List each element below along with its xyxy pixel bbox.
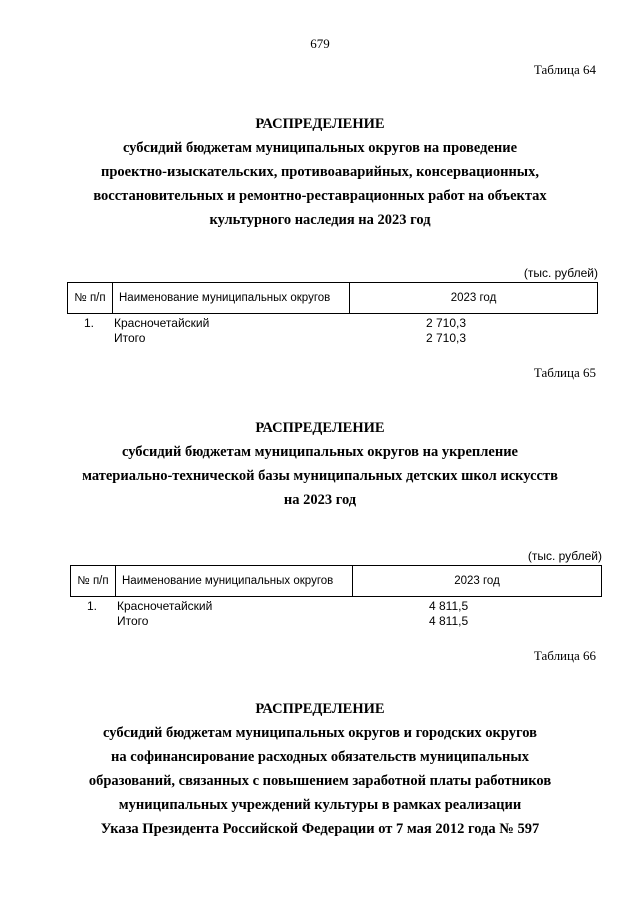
table-row xyxy=(70,599,602,614)
title-line: восстановительных и ремонтно-реставрационных работ на объектах xyxy=(93,188,547,204)
row-num: 1. xyxy=(83,316,94,330)
title-line: муниципальных учреждений культуры в рамках реализации xyxy=(118,797,522,813)
row-num: 1. xyxy=(86,599,97,613)
header-name: Наименование муниципальных округов xyxy=(116,566,353,597)
title-line: на 2023 год xyxy=(283,492,357,508)
title-line: субсидий бюджетам муниципальных округов и городских округов xyxy=(103,725,537,741)
table-65-label: Таблица 65 xyxy=(533,365,596,380)
title-line: РАСПРЕДЕЛЕНИЕ xyxy=(255,420,385,436)
table-66-title xyxy=(60,697,580,841)
row-name: Итого xyxy=(117,614,149,628)
header-name: Наименование муниципальных округов xyxy=(113,283,350,314)
row-name: Красночетайский xyxy=(117,599,213,613)
title-line: субсидий бюджетам муниципальных округов на укрепление xyxy=(122,444,518,460)
header-year: 2023 год xyxy=(350,283,598,314)
header-num: № п/п xyxy=(68,283,113,314)
title-line: проектно-изыскательских, противоаварийных, консервационных, xyxy=(100,164,539,180)
units-label: (тыс. рублей) xyxy=(527,549,602,563)
header-num: № п/п xyxy=(71,566,116,597)
title-line: материально-технической базы муниципальных детских школ искусств xyxy=(82,468,558,484)
title-line: Указа Президента Российской Федерации от 7 мая 2012 года № 597 xyxy=(100,821,540,837)
table-row xyxy=(70,614,602,629)
row-value: 2 710,3 xyxy=(426,316,467,330)
table-row xyxy=(67,316,598,331)
row-value: 4 811,5 xyxy=(429,599,469,613)
table-65-header xyxy=(70,565,602,597)
title-line: образований, связанных с повышением заработной платы работников xyxy=(88,773,552,789)
header-year: 2023 год xyxy=(353,566,602,597)
row-name: Красночетайский xyxy=(114,316,210,330)
title-line: на софинансирование расходных обязательств муниципальных xyxy=(111,749,529,765)
row-value: 4 811,5 xyxy=(429,614,469,628)
table-64-title xyxy=(60,112,580,232)
table-66-label: Таблица 66 xyxy=(533,648,596,663)
title-line: субсидий бюджетам муниципальных округов на проведение xyxy=(122,140,518,156)
table-64-body xyxy=(67,316,598,346)
table-65-body xyxy=(70,599,602,629)
table-64-label: Таблица 64 xyxy=(533,62,596,77)
title-line: культурного наследия на 2023 год xyxy=(209,212,431,228)
row-value: 2 710,3 xyxy=(426,331,467,345)
title-line: РАСПРЕДЕЛЕНИЕ xyxy=(255,701,385,717)
table-row xyxy=(67,331,598,346)
row-name: Итого xyxy=(114,331,146,345)
units-label: (тыс. рублей) xyxy=(523,266,598,280)
table-65-title xyxy=(60,416,580,512)
title-line: РАСПРЕДЕЛЕНИЕ xyxy=(255,116,385,132)
page-number: 679 xyxy=(310,36,330,51)
table-64-header xyxy=(67,282,598,314)
